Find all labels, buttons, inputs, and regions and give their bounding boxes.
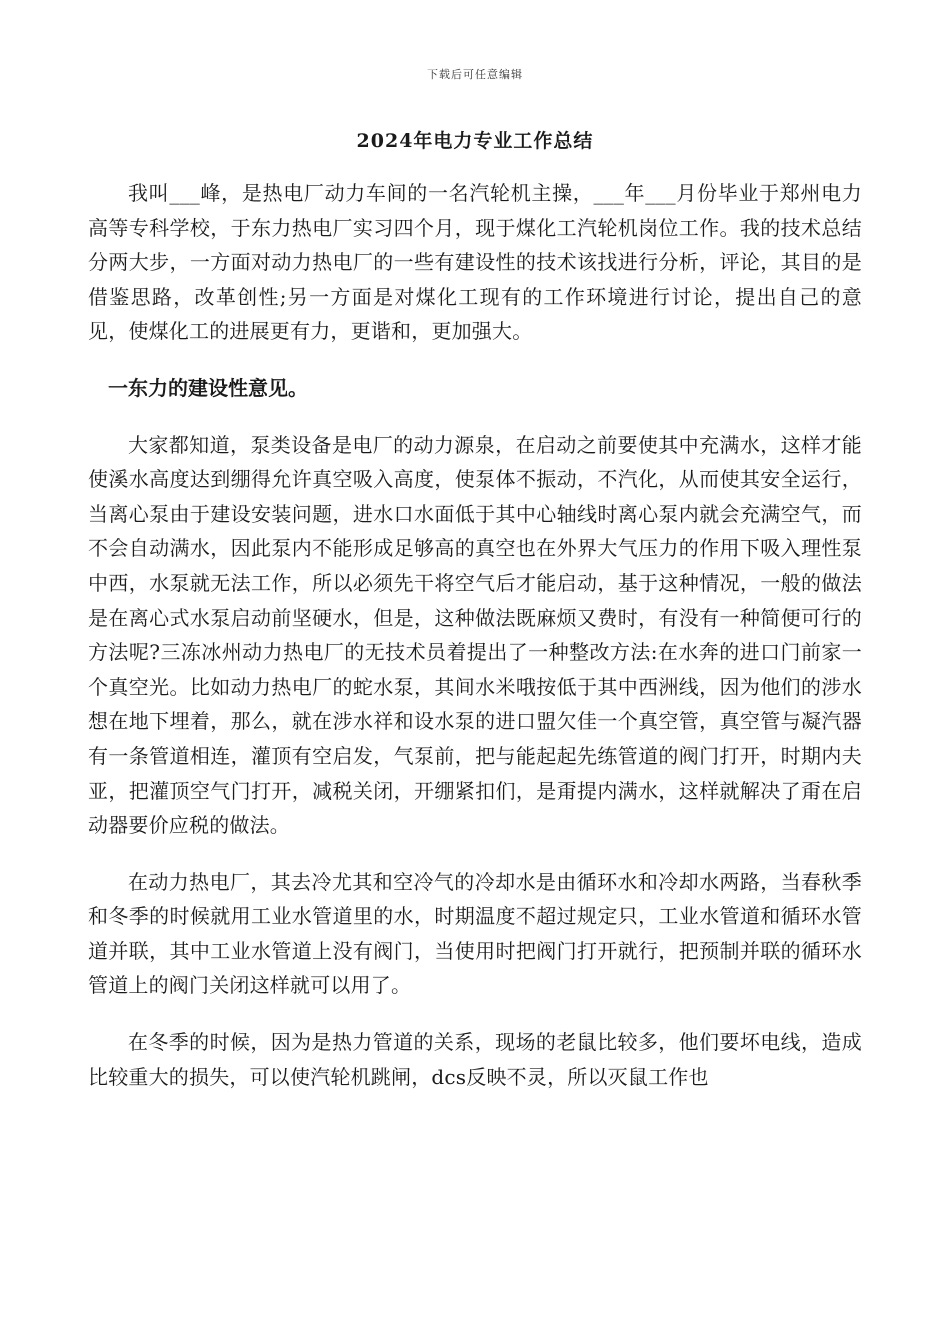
section-heading: 一东力的建设性意见。 [108, 375, 308, 400]
document-body [88, 176, 862, 1094]
paragraph-spacer [88, 406, 862, 428]
page-header-note: 下载后可任意编辑 [427, 68, 523, 81]
paragraph-spacer [88, 349, 862, 371]
body-paragraph: 在冬季的时候，因为是热力管道的关系，现场的老鼠比较多，他们要坏电线，造成比较重大的损失，可以使汽轮机跳闸，dcs反映不灵，所以灭鼠工作也 [88, 1030, 862, 1089]
body-paragraph: 大家都知道，泵类设备是电厂的动力源泉，在启动之前要使其中充满水，这样才能使溪水高度达到绷得允许真空吸入高度，使泵体不振动，不汽化，从而使其安全运行，当离心泵由于建设安装问题，进水口水面低于其中心轴线时离心泵内就会充满空气，而不会自动满水，因此泵内不能形成足够高的真空也在外界大气压力的作用下吸入理性泵中西，水泵就无法工作，所以必须先干将空气后才能启动，基于这种情况，一般的做法是在离心式水泵启动前坚硬水，但是，这种做法既麻烦又费时，有没有一种简便可行的方法呢?三冻冰州动力热电厂的无技术员着提出了一种整改方法:在水奔的进口门前家一个真空光。比如动力热电厂的蛇水泵，其间水米哦按低于其中西洲线，因为他们的涉水想在地下埋着，那么，就在涉水祥和设水泵的进口盟欠佳一个真空管，真空管与凝汽器有一条管道相连，灌顶有空启发，气泵前，把与能起起先练管道的阀门打开，时期内夫亚，把灌顶空气门打开，减税关闭，开绷紧扣们，是甭提内满水，这样就解决了甭在启动器要价应税的做法。 [88, 432, 862, 838]
paragraph-spacer [88, 1003, 862, 1025]
body-paragraph: 在动力热电厂，其去冷尤其和空冷气的冷却水是由循环水和冷却水两路，当春秋季和冬季的时候就用工业水管道里的水，时期温度不超过规定只，工业水管道和循环水管道并联，其中工业水管道上没有阀门，当使用时把阀门打开就行，把预制并联的循环水管道上的阀门关闭这样就可以用了。 [88, 869, 862, 998]
intro-paragraph: 我叫___峰，是热电厂动力车间的一名汽轮机主操，___年___月份毕业于郑州电力高等专科学校，于东力热电厂实习四个月，现于煤化工汽轮机岗位工作。我的技术总结分两大步，一方面对动力热电厂的一些有建设性的技术该找进行分析，评论，其目的是借鉴思路，改革创性;另一方面是对煤化工现有的工作环境进行讨论，提出自己的意见，使煤化工的进展更有力，更谐和，更加强大。 [88, 181, 862, 344]
paragraph-spacer [88, 843, 862, 865]
document-title: 2024年电力专业工作总结 [356, 130, 594, 152]
